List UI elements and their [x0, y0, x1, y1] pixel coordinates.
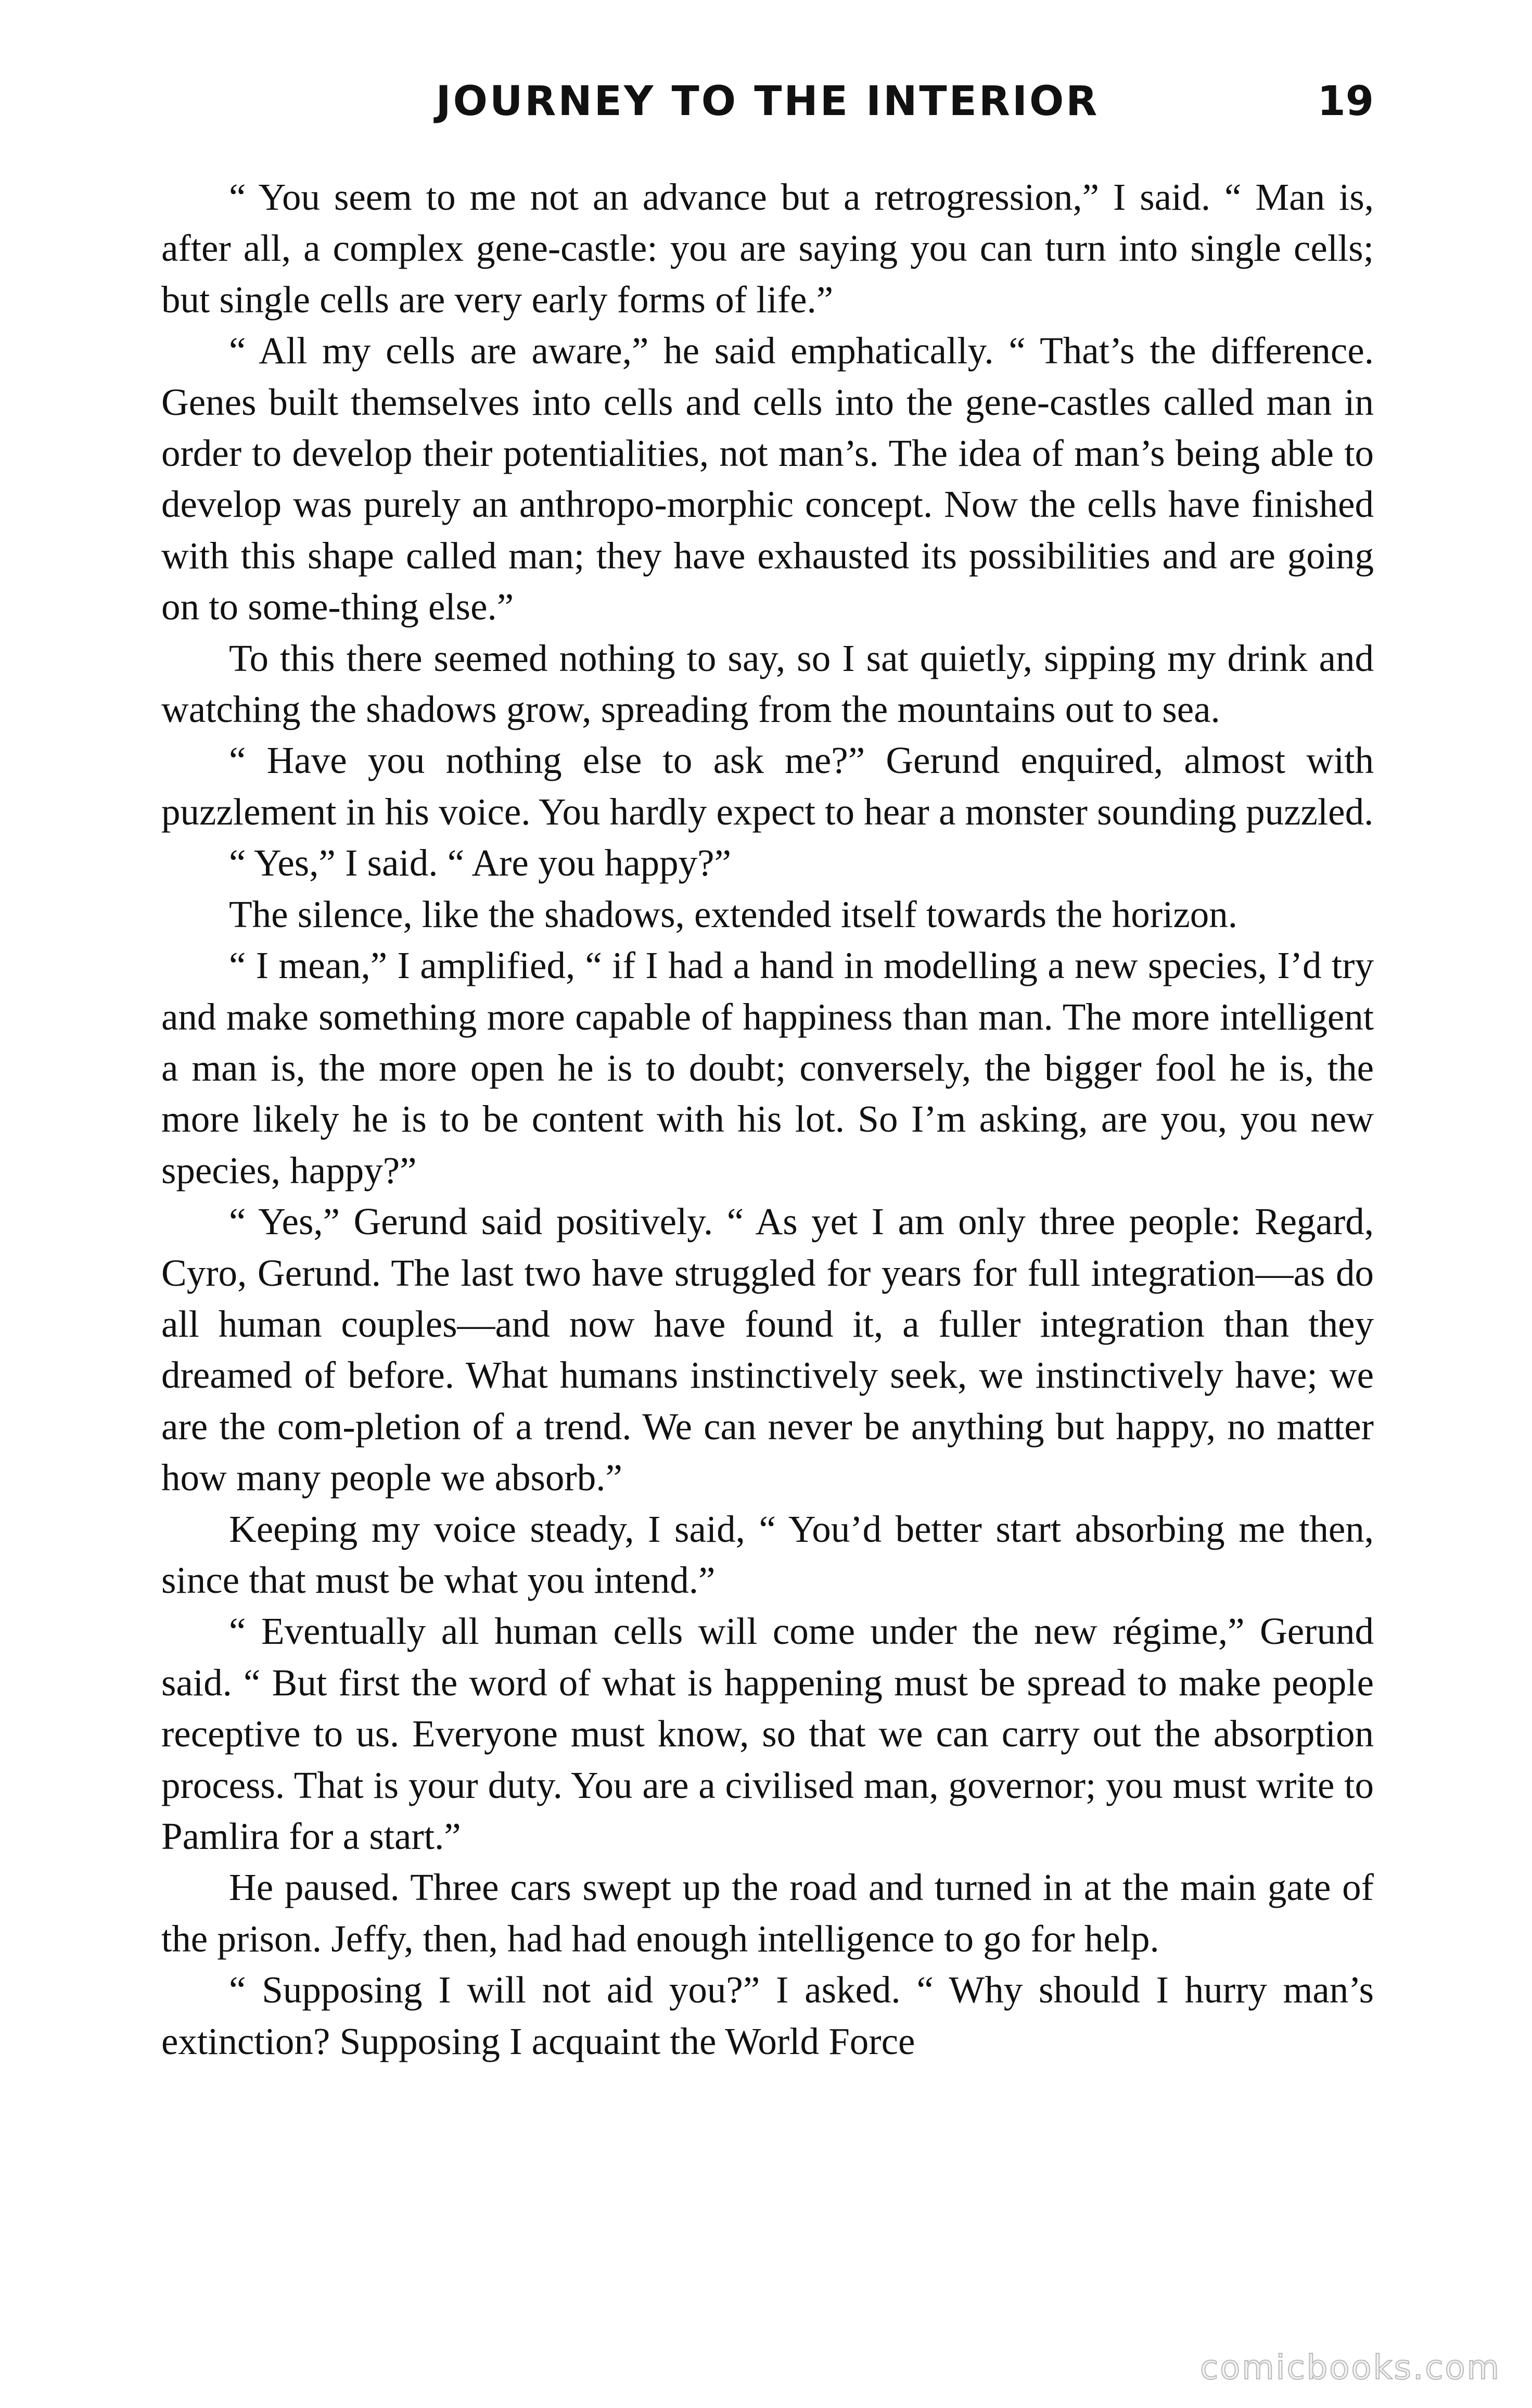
page-number: 19 — [1317, 78, 1374, 125]
paragraph: “ Yes,” I said. “ Are you happy?” — [229, 842, 731, 884]
paragraph: “ Yes,” Gerund said positively. “ As yet I am only three people: Regard, Cyro, Gerund. The last two have struggled for years for full integration—as do all human couples—and now have found it, a fuller integration than they dreamed of before. What humans instinctively seek, we instinctively have; we are the com-pletion of a trend. We can never be anything but happy, no matter how many people we absorb.” — [161, 1200, 1374, 1499]
paragraph: “ Eventually all human cells will come under the new régime,” Gerund said. “ But first the word of what is happening must be spread to make people receptive to us. Everyone must know, so that we can carry out the absorption process. That is your duty. You are a civilised man, governor; you must write to Pamlira for a start.” — [161, 1610, 1374, 1857]
body-text — [161, 172, 1374, 2067]
paragraph: Keeping my voice steady, I said, “ You’d better start absorbing me then, since that must be what you intend.” — [161, 1507, 1374, 1601]
paragraph: “ I mean,” I amplified, “ if I had a hand in modelling a new species, I’d try and make something more capable of happiness than man. The more intelligent a man is, the more open he is to doubt; conversely, the bigger fool he is, the more likely he is to be content with his lot. So I’m asking, are you, you new species, happy?” — [161, 944, 1374, 1192]
paragraph: “ All my cells are aware,” he said emphatically. “ That’s the difference. Genes built themselves into cells and cells into the gene-castles called man in order to develop their potentialities, not man’s. The idea of man’s being able to develop was purely an anthropo-morphic concept. Now the cells have finished with this shape called man; they have exhausted its possibilities and are going on to some-thing else.” — [161, 329, 1374, 628]
paragraph: “ You seem to me not an advance but a retrogression,” I said. “ Man is, after all, a complex gene-castle: you are saying you can turn into single cells; but single cells are very early forms of life.” — [161, 176, 1374, 321]
watermark: comicbooks.com — [1199, 2349, 1501, 2387]
paragraph: To this there seemed nothing to say, so I sat quietly, sipping my drink and watching the shadows grow, spreading from the mountains out to sea. — [161, 637, 1374, 731]
paragraph: “ Supposing I will not aid you?” I asked. “ Why should I hurry man’s extinction? Supposing I acquaint the World Force — [161, 1969, 1374, 2062]
running-title: JOURNEY TO THE INTERIOR — [436, 78, 1100, 125]
paragraph: “ Have you nothing else to ask me?” Gerund enquired, almost with puzzlement in his voice. You hardly expect to hear a monster sounding puzzled. — [161, 739, 1374, 833]
paragraph: The silence, like the shadows, extended itself towards the horizon. — [229, 893, 1237, 935]
page-header — [161, 73, 1374, 130]
paragraph: He paused. Three cars swept up the road and turned in at the main gate of the prison. Jeffy, then, had had enough intelligence to go for help. — [161, 1866, 1374, 1960]
